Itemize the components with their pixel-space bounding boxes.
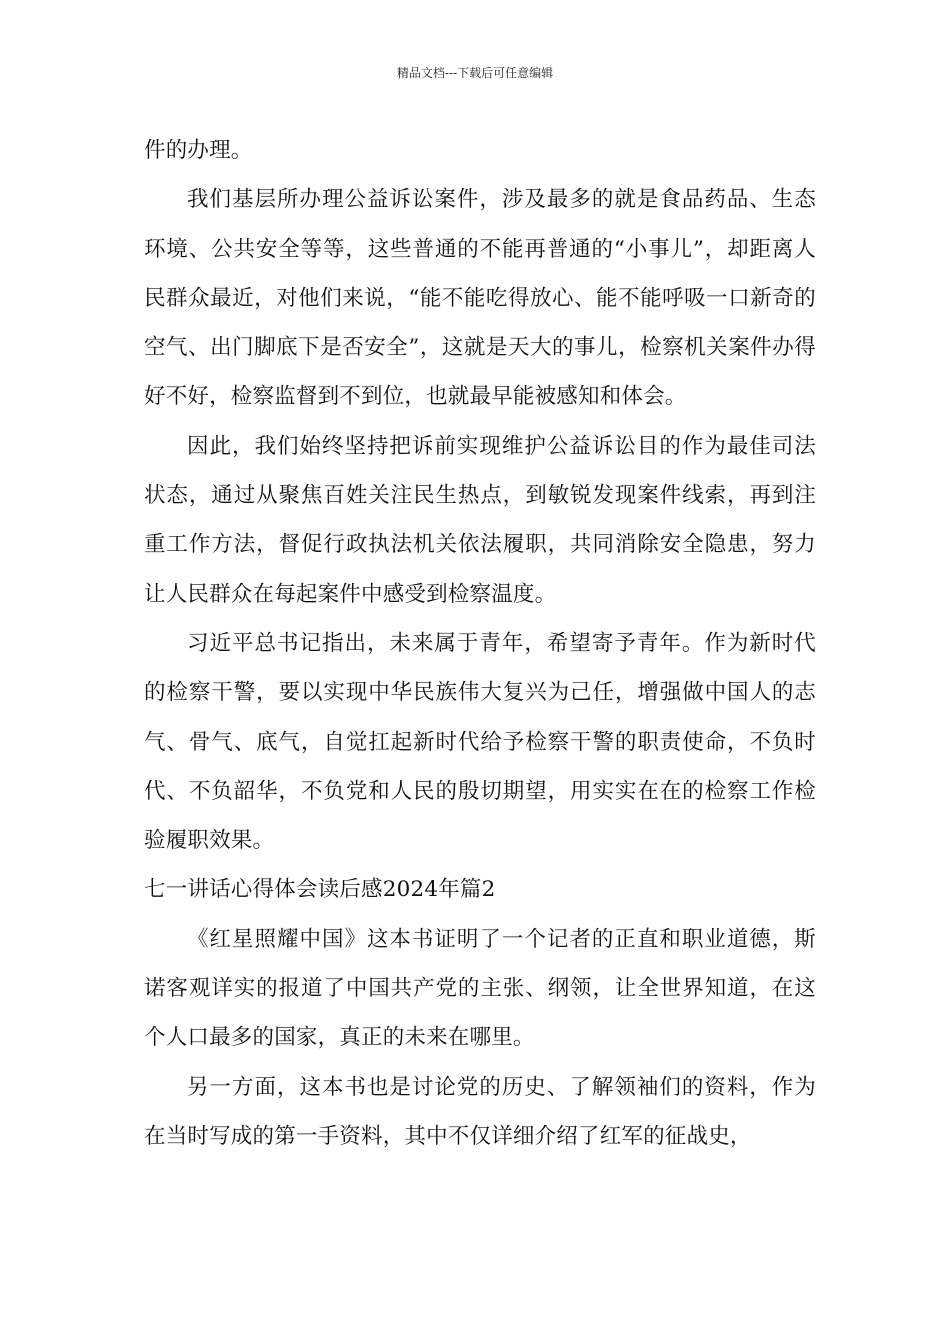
section-heading: 七一讲话心得体会读后感2024年篇2: [144, 877, 496, 903]
page-header: 精品文档---下载后可任意编辑: [396, 66, 554, 80]
paragraph-party-history: 另一方面，这本书也是讨论党的历史、了解领袖们的资料，作为在当时写成的第一手资料，其中不仅详细介绍了红军的征战史，: [144, 1074, 816, 1149]
paragraph-continuation: 件的办理。: [144, 138, 253, 163]
paragraph-public-interest-cases: 我们基层所办理公益诉讼案件，涉及最多的就是食品药品、生态环境、公共安全等等，这些普通的不能再普通的“小事儿”，却距离人民群众最近，对他们来说，“能不能吃得放心、能不能呼吸一口新奇的空气、出门脚底下是否安全”，这就是天大的事儿，检察机关案件办得好不好，检察监督到不到位，也就最早能被感知和体会。: [144, 187, 816, 410]
paragraph-pre-litigation: 因此，我们始终坚持把诉前实现维护公益诉讼目的作为最佳司法状态，通过从聚焦百姓关注民生热点，到敏锐发现案件线索，再到注重工作方法，督促行政执法机关依法履职，共同消除安全隐患，努力让人民群众在每起案件中感受到检察温度。: [144, 433, 816, 607]
document-body: [144, 126, 816, 1161]
paragraph-red-star: 《红星照耀中国》这本书证明了一个记者的正直和职业道德，斯诺客观详实的报道了中国共产党的主张、纲领，让全世界知道，在这个人口最多的国家，真正的未来在哪里。: [144, 926, 816, 1051]
paragraph-youth-mission: 习近平总书记指出，未来属于青年，希望寄予青年。作为新时代的检察干警，要以实现中华民族伟大复兴为己任，增强做中国人的志气、骨气、底气，自觉扛起新时代给予检察干警的职责使命，不负时代、不负韶华，不负党和人民的殷切期望，用实实在在的检察工作检验履职效果。: [144, 630, 816, 854]
